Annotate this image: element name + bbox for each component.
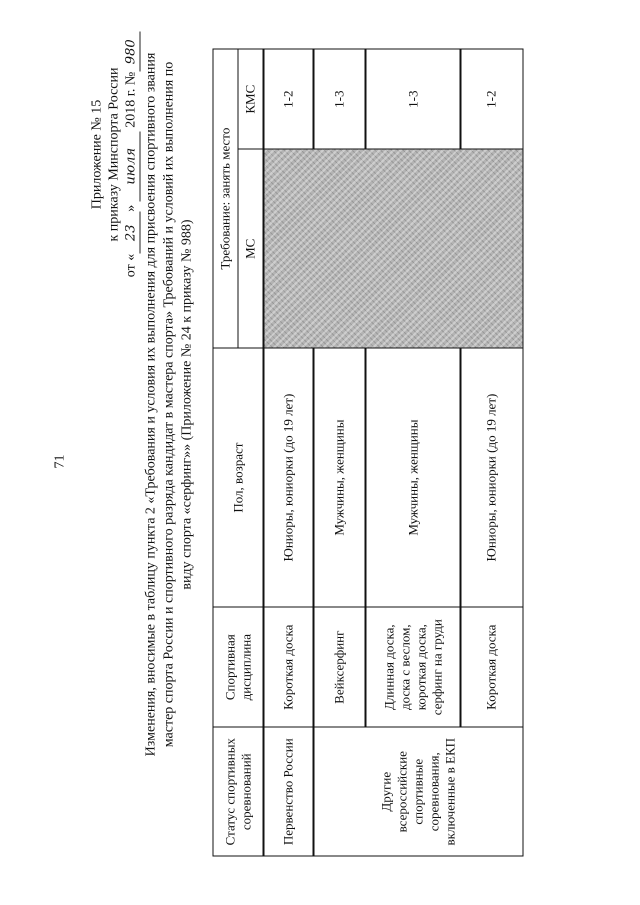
cell-status: Другие всероссийские спортивные соревнования, включенные в ЕКП — [314, 727, 523, 856]
cell-kms: 1-2 — [264, 49, 314, 149]
header-ms: МС — [238, 149, 264, 348]
header-status: Статус спортивных соревнований — [213, 727, 264, 856]
cell-ms-shaded — [264, 149, 523, 348]
date-prefix: от « — [123, 253, 139, 278]
handwritten-month: июля — [123, 131, 141, 201]
document-page — [1, 0, 640, 905]
year-text: 2018 г. № — [123, 71, 139, 128]
intro-paragraph: Изменения, вносимые в таблицу пункта 2 «Требования и условия их выполнения для присвоения спортивного звания мастер спорта России и спортивного разряда кандидат в мастера спорта» Требований и условий их выполнения по виду спорта «серфинг»» (Приложение № 24 к приказу № 988) — [143, 52, 195, 757]
cell-kms: 1-3 — [366, 49, 461, 149]
requirements-table — [213, 49, 524, 857]
header-requirement: Требование: занять место — [213, 49, 238, 348]
cell-discipline: Вейксерфинг — [314, 607, 366, 728]
cell-discipline: Короткая доска — [461, 607, 523, 728]
cell-sex-age: Мужчины, женщины — [314, 348, 366, 607]
appendix-date-line — [123, 25, 141, 285]
cell-sex-age: Юниоры, юниорки (до 19 лет) — [264, 348, 314, 607]
header-row — [213, 49, 238, 856]
cell-discipline: Короткая доска — [264, 607, 314, 728]
cell-kms: 1-3 — [314, 49, 366, 149]
header-sex-age: Пол, возраст — [213, 348, 264, 607]
handwritten-order-number: 980 — [123, 32, 141, 72]
appendix-header — [89, 25, 141, 285]
cell-kms: 1-2 — [461, 49, 523, 149]
cell-discipline: Длинная доска, доска с веслом, короткая доска, серфинг на груди — [366, 607, 461, 728]
table-row — [264, 49, 314, 856]
cell-status: Первенство России — [264, 727, 314, 856]
handwritten-day: 23 — [123, 212, 141, 254]
appendix-title: Приложение № 15 — [89, 99, 105, 210]
page-number: 71 — [52, 454, 68, 469]
date-mid: » — [123, 204, 139, 212]
appendix-order-line: к приказу Минспорта России — [106, 67, 122, 242]
header-discipline: Спортивная дисциплина — [213, 607, 264, 728]
cell-sex-age: Мужчины, женщины — [366, 348, 461, 607]
cell-sex-age: Юниоры, юниорки (до 19 лет) — [461, 348, 523, 607]
header-kms: КМС — [238, 49, 264, 149]
